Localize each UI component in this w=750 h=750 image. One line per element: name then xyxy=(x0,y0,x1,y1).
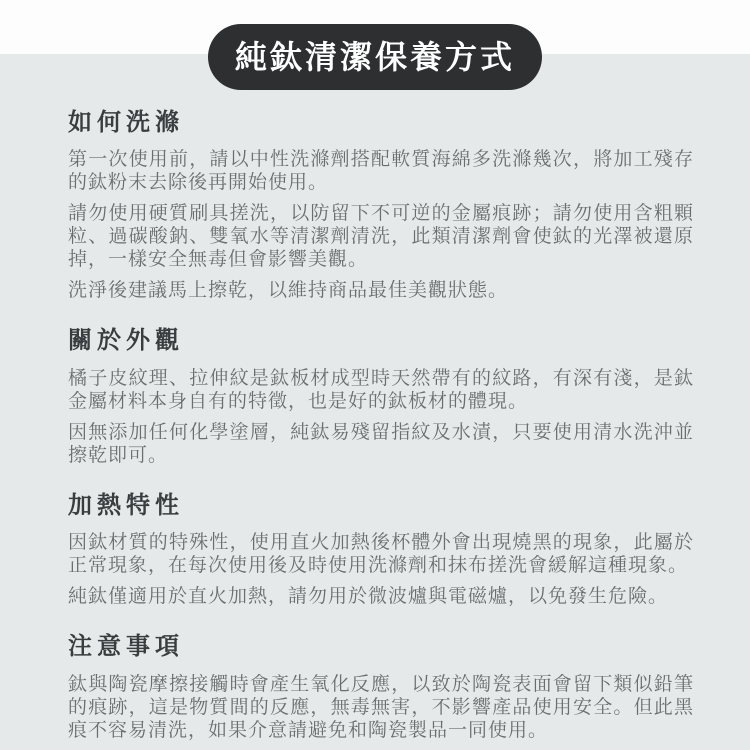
paragraph: 鈦與陶瓷摩擦接觸時會產生氧化反應，以致於陶瓷表面會留下類似鉛筆的痕跡，這是物質間的反應，無毒無害，不影響產品使用安全。但此黑痕不容易清洗，如果介意請避免和陶瓷製品一同使用。 xyxy=(68,673,694,741)
paragraph: 請勿使用硬質刷具搓洗，以防留下不可逆的金屬痕跡；請勿使用含粗顆粒、過碳酸鈉、雙氧水等清潔劑清洗，此類清潔劑會使鈦的光澤被還原掉，一樣安全無毒但會影響美觀。 xyxy=(68,203,694,271)
paragraph: 橘子皮紋理、拉伸紋是鈦板材成型時天然帶有的紋路，有深有淺，是鈦金屬材料本身自有的特徵，也是好的鈦板材的體現。 xyxy=(68,367,694,412)
section-heading-appearance: 關於外觀 xyxy=(68,327,184,355)
paragraph: 因鈦材質的特殊性，使用直火加熱後杯體外會出現燒黑的現象，此屬於正常現象，在每次使用後及時使用洗滌劑和抹布搓洗會緩解這種現象。 xyxy=(68,532,694,577)
section-notes xyxy=(68,634,694,741)
paragraph: 純鈦僅適用於直火加熱，請勿用於微波爐與電磁爐，以免發生危險。 xyxy=(68,586,669,608)
paragraph: 因無添加任何化學塗層，純鈦易殘留指紋及水漬，只要使用清水洗沖並擦乾即可。 xyxy=(68,421,694,466)
title-banner xyxy=(208,24,542,90)
section-washing xyxy=(68,110,694,302)
section-heading-notes: 注意事項 xyxy=(68,633,184,661)
section-heading-washing: 如何洗滌 xyxy=(68,109,184,136)
paragraph: 第一次使用前，請以中性洗滌劑搭配軟質海綿多洗滌幾次，將加工殘存的鈦粉末去除後再開始使用。 xyxy=(68,149,694,194)
section-appearance xyxy=(68,328,694,466)
section-heating xyxy=(68,493,694,608)
section-heading-heating: 加熱特性 xyxy=(68,491,184,519)
care-instructions-content xyxy=(68,110,694,742)
paragraph: 洗淨後建議馬上擦乾，以維持商品最佳美觀狀態。 xyxy=(68,280,509,302)
page-title: 純鈦清潔保養方式 xyxy=(234,39,516,75)
